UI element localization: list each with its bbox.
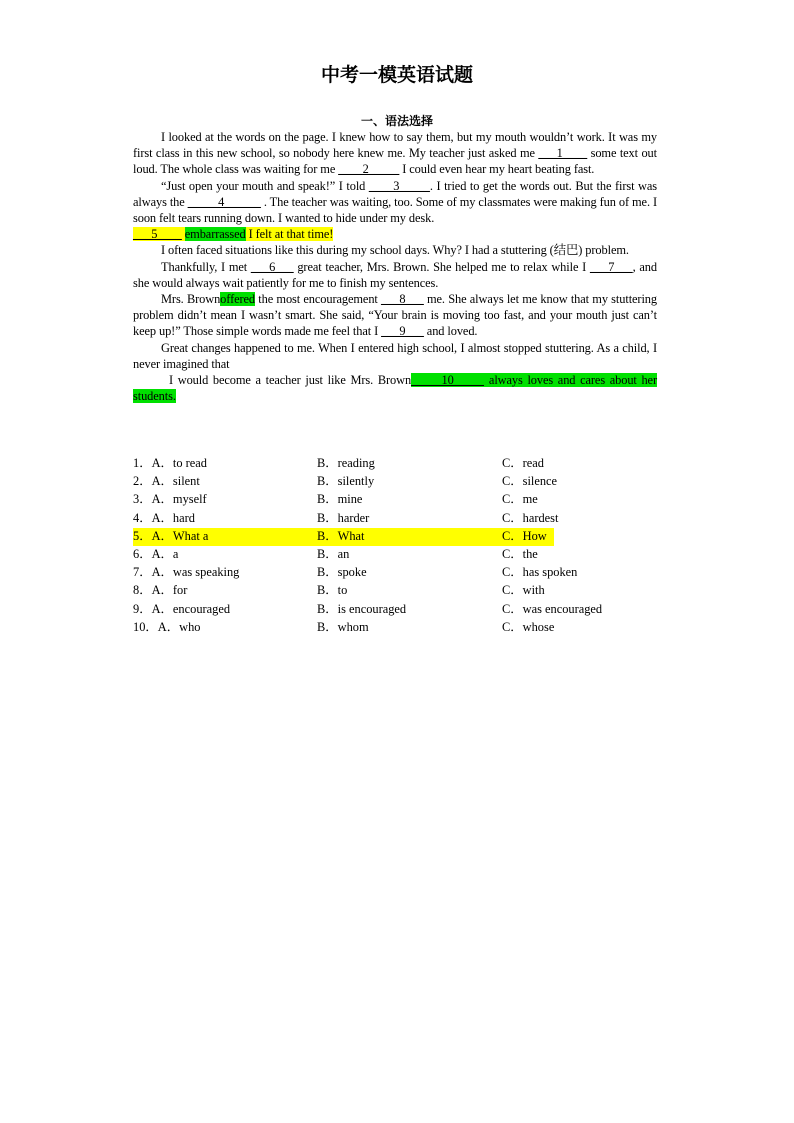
text: I would become a teacher just like Mrs. Brown [169,373,412,388]
answer-options [133,455,653,637]
option-c: C．the [502,546,538,561]
option-c: C．has spoken [502,565,578,580]
highlighted-text: always loves and cares about her students. [133,373,657,404]
text: I could even hear my heart beating fast. [399,162,595,177]
option-row-1 [133,455,653,473]
question-number: 10． [133,619,158,634]
text: Thankfully, I met [161,259,251,274]
option-row-6 [133,546,653,564]
text: me. She always let me know that my stuttering problem didn’t mean I wasn’t smart. She said, “Your brain is moving too fast, and your mouth just can’t keep up!” Those simple words made me feel that I [133,292,657,339]
highlighted-text: I felt at that time! [245,227,334,242]
option-row-5 [133,528,554,546]
text: the most encouragement [255,292,382,307]
paragraph-5 [133,259,657,291]
text: I often faced situations like this during my school days. Why? I had a stuttering (结巴) problem. [161,243,629,258]
option-a: A．What a [151,528,209,543]
text: . I tried to get the words out. But the first was always the [133,178,657,209]
blank-10: _____10_____ [411,373,485,388]
option-row-10 [133,619,653,637]
option-b: B．mine [317,492,363,507]
option-b: B．to [317,583,348,598]
highlighted-word: embarrassed [184,227,246,242]
option-b: B．is encouraged [317,601,407,616]
question-number: 3． [133,492,152,507]
option-a: A．myself [151,492,207,507]
question-number: 1． [133,456,152,470]
text: Great changes happened to me. When I entered high school, I almost stopped stuttering. As a child, I never imagined that [133,340,657,371]
option-a: A．encouraged [151,601,231,616]
option-c: C．me [502,492,538,507]
blank-5: ___5____ [133,227,182,242]
option-a: A．who [157,619,201,634]
blank-6: ___6___ [250,259,294,274]
option-row-8 [133,582,653,600]
blank-1: ___1____ [538,146,588,161]
question-number: 5． [133,528,152,543]
option-a: A．for [151,583,188,598]
option-row-4 [133,510,653,528]
text: Mrs. Brown [161,292,221,307]
blank-9: ___9___ [381,324,424,339]
option-c: C．read [502,456,544,470]
option-b: B．reading [317,456,375,470]
blank-4: _____4______ [187,194,261,209]
question-number: 2． [133,474,152,489]
option-a: A．to read [151,456,207,470]
option-c: C．silence [502,474,558,489]
question-number: 7． [133,565,152,580]
option-a: A．a [151,546,179,561]
reading-passage [133,129,657,404]
question-number: 4． [133,510,152,525]
blank-8: ___8___ [381,292,424,307]
text: great teacher, Mrs. Brown. She helped me to relax while I [293,259,590,274]
option-b: B．an [317,546,350,561]
text: . The teacher was waiting, too. Some of my classmates were making fun of me. I soon felt tears running down. I wanted to hide under my desk. [133,194,657,226]
option-a: A．was speaking [151,565,240,580]
option-b: B．silently [317,474,375,489]
paragraph-8 [133,372,657,404]
text: some text out loud. The whole class was waiting for me [133,146,657,177]
blank-3: ____3_____ [368,178,430,193]
highlighted-word: offered [220,292,256,307]
paragraph-4 [133,242,657,258]
option-a: A．silent [151,474,200,489]
question-number: 9． [133,601,152,616]
question-number: 6． [133,546,152,561]
option-row-2 [133,473,653,491]
paragraph-6 [133,291,657,340]
option-b: B．spoke [317,565,367,580]
paragraph-7 [133,340,657,372]
option-c: C．with [502,583,545,598]
option-c: C．hardest [502,510,559,525]
text: “Just open your mouth and speak!” I told [161,178,369,193]
option-c: C．How [502,528,547,543]
blank-7: ___7___ [589,259,633,274]
option-b: B．harder [317,510,370,525]
question-number: 8． [133,583,152,598]
paragraph-1 [133,129,657,178]
text: I looked at the words on the page. I knew how to say them, but my mouth wouldn’t work. It was my first class in this new school, so nobody here knew me. My teacher just asked me [133,130,657,161]
option-c: C．was encouraged [502,601,603,616]
option-b: B．What [317,528,365,543]
paragraph-2 [133,178,657,227]
option-a: A．hard [151,510,195,525]
paragraph-3 [133,226,657,242]
text: , and she would always wait patiently for me to finish my sentences. [133,259,657,290]
option-row-3 [133,491,653,509]
section-heading: 一、语法选择 [360,114,433,128]
text: and loved. [423,324,478,339]
option-row-9 [133,601,653,619]
option-c: C．whose [502,619,555,634]
page-title: 中考一模英语试题 [320,64,473,86]
option-row-7 [133,564,653,582]
blank-2: ____2_____ [338,162,400,177]
option-b: B．whom [317,619,369,634]
